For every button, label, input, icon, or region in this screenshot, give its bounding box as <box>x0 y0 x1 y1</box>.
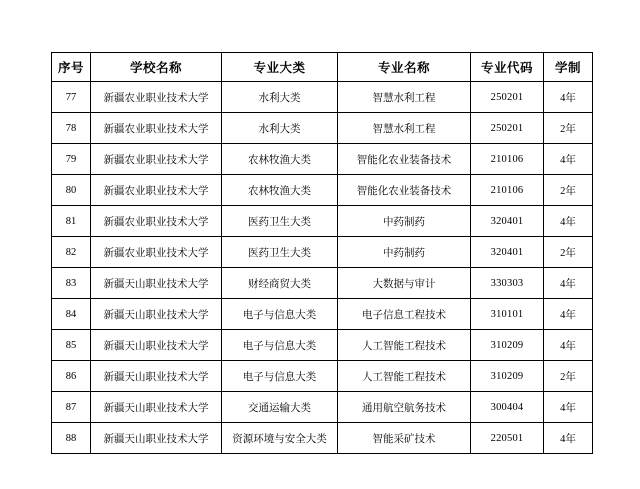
cell-no: 87 <box>52 392 91 423</box>
cell-no: 82 <box>52 237 91 268</box>
cell-category: 资源环境与安全大类 <box>222 423 338 454</box>
column-header-school: 学校名称 <box>91 53 222 82</box>
table-row <box>52 268 593 299</box>
table-row <box>52 113 593 144</box>
table-body <box>52 82 593 454</box>
cell-major: 智能采矿技术 <box>338 423 471 454</box>
cell-category: 电子与信息大类 <box>222 361 338 392</box>
cell-no: 79 <box>52 144 91 175</box>
cell-length: 2年 <box>544 113 593 144</box>
cell-no: 80 <box>52 175 91 206</box>
cell-category: 电子与信息大类 <box>222 299 338 330</box>
cell-school: 新疆农业职业技术大学 <box>91 206 222 237</box>
cell-school: 新疆农业职业技术大学 <box>91 113 222 144</box>
cell-major: 智能化农业装备技术 <box>338 144 471 175</box>
cell-category: 水利大类 <box>222 82 338 113</box>
cell-code: 330303 <box>471 268 544 299</box>
table-row <box>52 206 593 237</box>
cell-no: 78 <box>52 113 91 144</box>
cell-category: 交通运输大类 <box>222 392 338 423</box>
cell-school: 新疆天山职业技术大学 <box>91 423 222 454</box>
cell-length: 4年 <box>544 330 593 361</box>
cell-no: 83 <box>52 268 91 299</box>
cell-length: 4年 <box>544 144 593 175</box>
cell-school: 新疆天山职业技术大学 <box>91 361 222 392</box>
column-header-category: 专业大类 <box>222 53 338 82</box>
cell-no: 81 <box>52 206 91 237</box>
cell-category: 电子与信息大类 <box>222 330 338 361</box>
cell-code: 320401 <box>471 237 544 268</box>
cell-length: 4年 <box>544 82 593 113</box>
column-header-no: 序号 <box>52 53 91 82</box>
cell-category: 医药卫生大类 <box>222 237 338 268</box>
column-header-code: 专业代码 <box>471 53 544 82</box>
cell-code: 250201 <box>471 113 544 144</box>
cell-code: 310209 <box>471 330 544 361</box>
cell-code: 210106 <box>471 175 544 206</box>
table-row <box>52 82 593 113</box>
cell-code: 310101 <box>471 299 544 330</box>
cell-major: 中药制药 <box>338 206 471 237</box>
cell-school: 新疆天山职业技术大学 <box>91 268 222 299</box>
cell-length: 4年 <box>544 268 593 299</box>
table-row <box>52 175 593 206</box>
table-row <box>52 330 593 361</box>
cell-code: 220501 <box>471 423 544 454</box>
cell-major: 人工智能工程技术 <box>338 361 471 392</box>
cell-no: 84 <box>52 299 91 330</box>
table-row <box>52 423 593 454</box>
cell-length: 4年 <box>544 392 593 423</box>
major-table-container <box>51 52 589 454</box>
cell-no: 88 <box>52 423 91 454</box>
cell-school: 新疆天山职业技术大学 <box>91 392 222 423</box>
cell-code: 320401 <box>471 206 544 237</box>
cell-length: 2年 <box>544 237 593 268</box>
table-row <box>52 392 593 423</box>
cell-school: 新疆天山职业技术大学 <box>91 299 222 330</box>
cell-school: 新疆农业职业技术大学 <box>91 175 222 206</box>
cell-category: 医药卫生大类 <box>222 206 338 237</box>
cell-school: 新疆农业职业技术大学 <box>91 237 222 268</box>
cell-school: 新疆天山职业技术大学 <box>91 330 222 361</box>
cell-category: 农林牧渔大类 <box>222 175 338 206</box>
cell-length: 4年 <box>544 423 593 454</box>
cell-no: 85 <box>52 330 91 361</box>
cell-length: 2年 <box>544 361 593 392</box>
cell-major: 智慧水利工程 <box>338 113 471 144</box>
table-row <box>52 361 593 392</box>
column-header-major: 专业名称 <box>338 53 471 82</box>
cell-school: 新疆农业职业技术大学 <box>91 144 222 175</box>
cell-category: 财经商贸大类 <box>222 268 338 299</box>
table-row <box>52 299 593 330</box>
cell-code: 300404 <box>471 392 544 423</box>
cell-major: 通用航空航务技术 <box>338 392 471 423</box>
cell-code: 250201 <box>471 82 544 113</box>
table-row <box>52 144 593 175</box>
cell-category: 农林牧渔大类 <box>222 144 338 175</box>
cell-school: 新疆农业职业技术大学 <box>91 82 222 113</box>
cell-length: 4年 <box>544 206 593 237</box>
cell-major: 大数据与审计 <box>338 268 471 299</box>
cell-major: 智能化农业装备技术 <box>338 175 471 206</box>
cell-category: 水利大类 <box>222 113 338 144</box>
cell-major: 智慧水利工程 <box>338 82 471 113</box>
major-table <box>51 52 593 454</box>
cell-no: 77 <box>52 82 91 113</box>
cell-major: 人工智能工程技术 <box>338 330 471 361</box>
table-row <box>52 237 593 268</box>
cell-length: 2年 <box>544 175 593 206</box>
cell-code: 210106 <box>471 144 544 175</box>
column-header-length: 学制 <box>544 53 593 82</box>
table-header <box>52 53 593 82</box>
cell-length: 4年 <box>544 299 593 330</box>
cell-major: 电子信息工程技术 <box>338 299 471 330</box>
cell-no: 86 <box>52 361 91 392</box>
cell-code: 310209 <box>471 361 544 392</box>
cell-major: 中药制药 <box>338 237 471 268</box>
table-header-row <box>52 53 593 82</box>
